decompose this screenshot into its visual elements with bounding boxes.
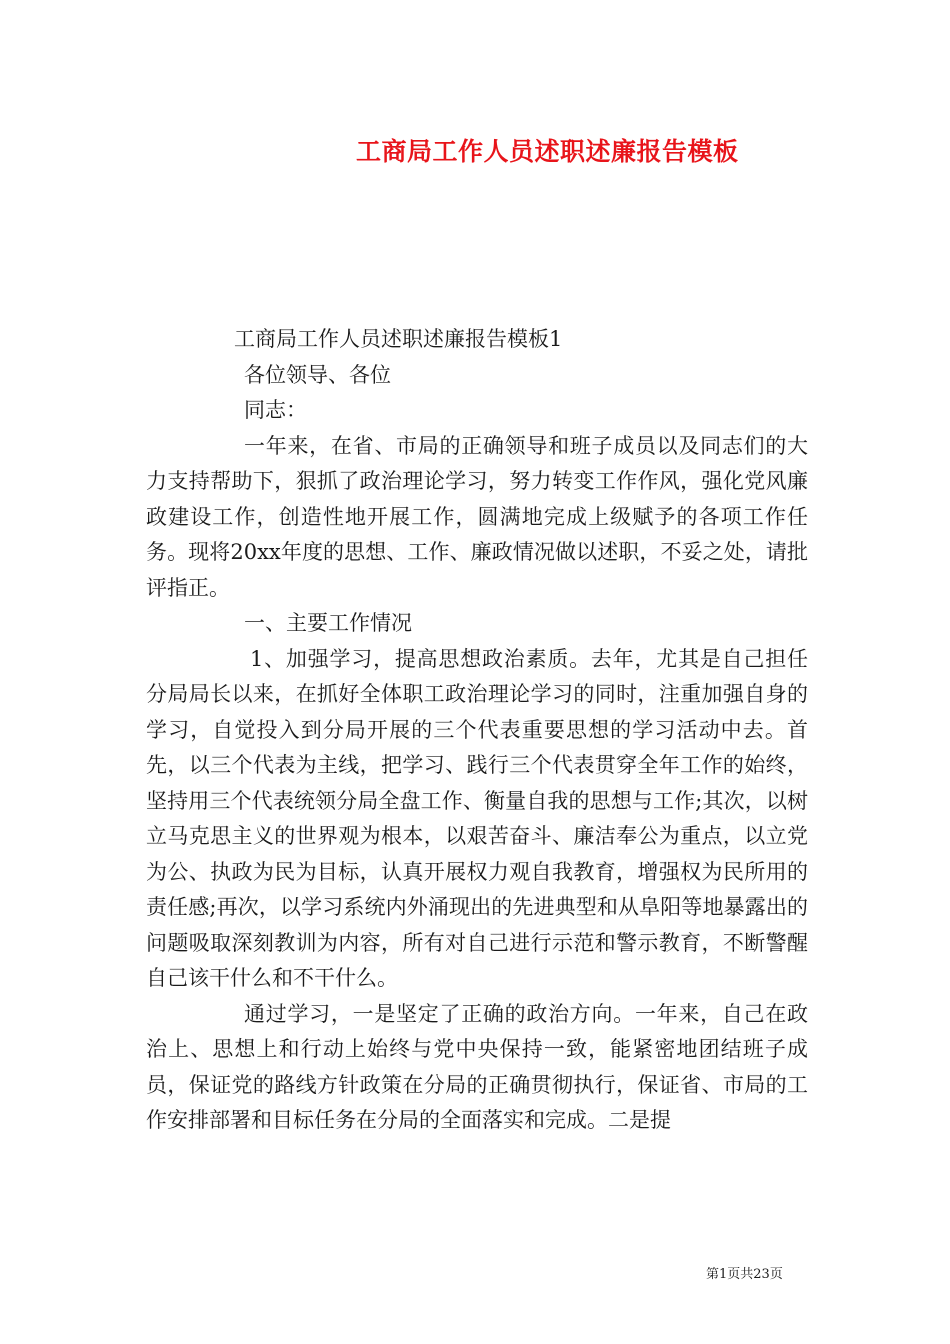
salutation-line: 各位领导、各位 (244, 362, 391, 387)
paragraph-result: 通过学习，一是坚定了正确的政治方向。一年来，自己在政治上、思想上和行动上始终与党中央保持一致，能紧密地团结班子成员，保证党的路线方针政策在分局的正确贯彻执行，保证省、市局的工作安排部署和目标任务在分局的全面落实和完成。二是提 (146, 1001, 808, 1132)
paragraph-intro: 一年来，在省、市局的正确领导和班子成员以及同志们的大力支持帮助下，狠抓了政治理论学习，努力转变工作作风，强化党风廉政建设工作，创造性地开展工作，圆满地完成上级赋予的各项工作任务。现将20xx年度的思想、工作、廉政情况做以述职，不妥之处，请批评指正。 (146, 433, 808, 600)
page-number: 第1页共23页 (706, 1267, 783, 1282)
document-title: 工商局工作人员述职述廉报告模板 (356, 137, 739, 166)
salutation-line: 同志： (244, 398, 307, 422)
document-subtitle: 工商局工作人员述职述廉报告模板1 (234, 327, 563, 351)
paragraph-study: 1、加强学习，提高思想政治素质。去年，尤其是自己担任分局局长以来，在抓好全体职工政治理论学习的同时，注重加强自身的学习，自觉投入到分局开展的三个代表重要思想的学习活动中去。首先，以三个代表为主线，把学习、践行三个代表贯穿全年工作的始终，坚持用三个代表统领分局全盘工作、衡量自我的思想与工作;其次，以树立马克思主义的世界观为根本，以艰苦奋斗、廉洁奉公为重点，以立党为公、执政为民为目标，认真开展权力观自我教育，增强权为民所用的责任感;再次，以学习系统内外涌现出的先进典型和从阜阳等地暴露出的问题吸取深刻教训为内容，所有对自己进行示范和警示教育，不断警醒自己该干什么和不干什么。 (146, 646, 808, 990)
section-heading: 一、主要工作情况 (244, 611, 412, 635)
document-body (146, 322, 808, 1139)
